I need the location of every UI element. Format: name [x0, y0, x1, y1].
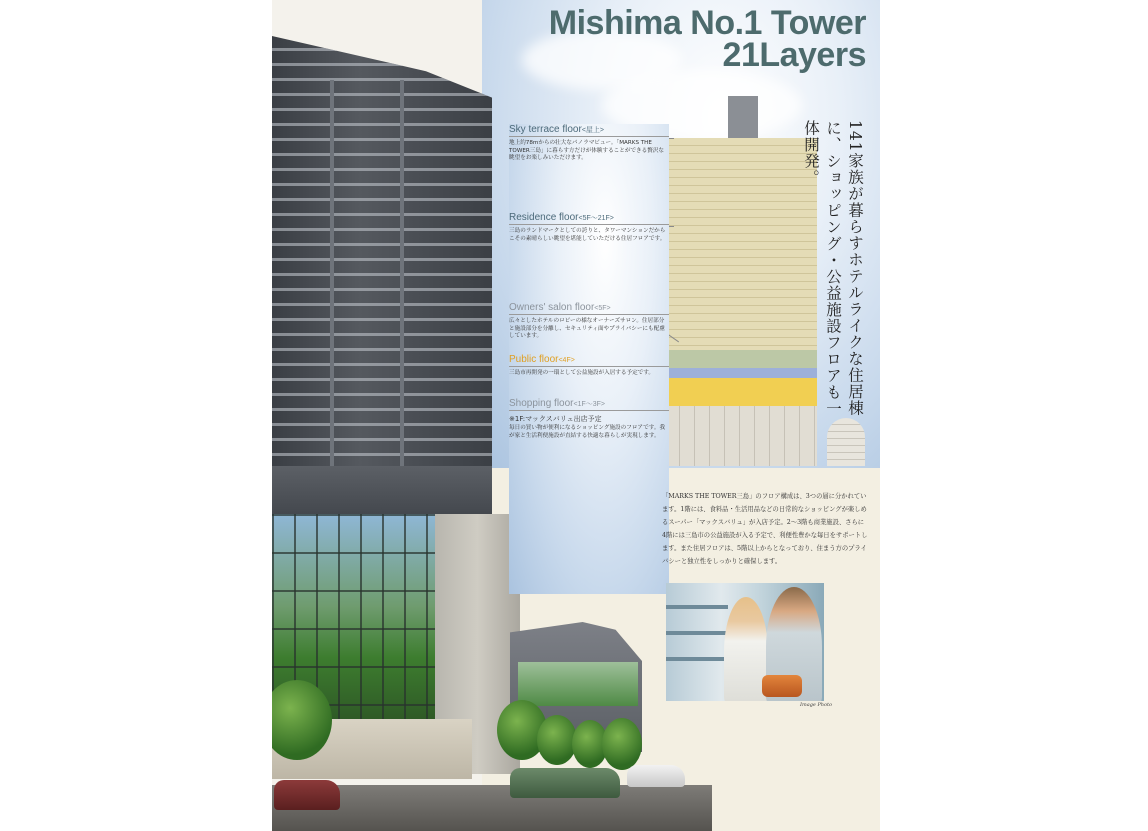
- produce-basket: [762, 675, 802, 697]
- floor-name: Public floor: [509, 354, 559, 365]
- floor-description: 三島のランドマークとしての誇りと、タワーマンションだからこその素晴らしい眺望を堪能していただける住居フロアです。: [509, 228, 666, 242]
- floor-description: 地上約78mからの壮大なパノラマビュー。「MARKS THE TOWER三島」に暮らす方だけが体験することができる贅沢な眺望をお楽しみいただけます。: [509, 140, 665, 162]
- floor-name: Residence floor: [509, 212, 579, 223]
- shelf: [666, 657, 728, 661]
- floor-label-owners-salon: [509, 302, 669, 341]
- floor-description: 毎日の買い物が便利になるショッピング施設のフロアです。我が家と生活利便施設が直結する快適な暮らしが実現します。: [509, 425, 666, 439]
- tree: [602, 718, 642, 770]
- diagram-shopping-floors: [650, 378, 817, 406]
- floor-name: Owners' salon floor: [509, 302, 595, 313]
- green-car: [510, 768, 620, 798]
- floor-label-public: [509, 354, 669, 378]
- tower-mullion: [330, 80, 334, 470]
- photo-caption: Image Photo: [800, 702, 833, 708]
- page-title: Mishima No.1 Tower: [548, 4, 866, 42]
- shopping-image-photo: [666, 583, 824, 701]
- brochure-page: [272, 0, 880, 831]
- red-car: [274, 780, 340, 810]
- diagram-base: [650, 406, 817, 466]
- floor-name: Shopping floor: [509, 398, 574, 409]
- shelf: [666, 605, 728, 609]
- diagram-rooftop: [728, 96, 758, 140]
- floor-label-residence: [509, 212, 669, 243]
- floor-description: 広々としたホテルのロビーの様なオーナーズサロン。住居部分と施設部分を分離し、セキュリティ面やプライバシーにも配慮しています。: [509, 318, 665, 340]
- floor-description: 三島市再開発の一環として公益施設が入居する予定です。: [509, 370, 654, 376]
- tree: [537, 715, 577, 765]
- street-trees: [487, 690, 647, 780]
- white-car: [627, 765, 685, 787]
- body-paragraph: 「MARKS THE TOWER三島」のフロア構成は、3つの層に分かれています。1階には、食料品・生活用品などの日常的なショッピングが楽しめるスーパー「マックスバリュ」が入店予定。2～3階も商業施設、さらに4階には三島市の公益施設が入る予定で、利便性豊かな毎日をサポートします。また住居フロアは、5階以上からとなっており、住まう方のプライバシーと独立性をしっかりと確保します。: [662, 493, 868, 565]
- vertical-headline: 141家族が暮らすホテルライクな住居棟に、ショッピング・公益施設フロアも一体開発。: [802, 120, 864, 417]
- page-subtitle: 21Layers: [722, 36, 866, 74]
- floor-name: Sky terrace floor: [509, 124, 582, 135]
- floor-range: <屋上>: [581, 127, 604, 134]
- floor-range: <1F～3F>: [573, 401, 606, 408]
- diagram-owners-salon: [667, 350, 817, 368]
- floor-range: <4F>: [558, 357, 575, 364]
- tower-mullion: [400, 80, 404, 470]
- floor-range: <5F>: [594, 305, 611, 312]
- diagram-adjacent-building: [827, 418, 865, 466]
- tower-balconies: [272, 36, 492, 476]
- floor-label-shopping: [509, 398, 669, 440]
- shopping-note: ※1F:マックスバリュ出店予定: [509, 415, 602, 423]
- diagram-residence-floors: [667, 138, 817, 350]
- shelf: [666, 631, 728, 635]
- floor-range: <5F～21F>: [578, 215, 614, 222]
- podium-band: [272, 466, 492, 514]
- diagram-public-floor: [650, 368, 817, 378]
